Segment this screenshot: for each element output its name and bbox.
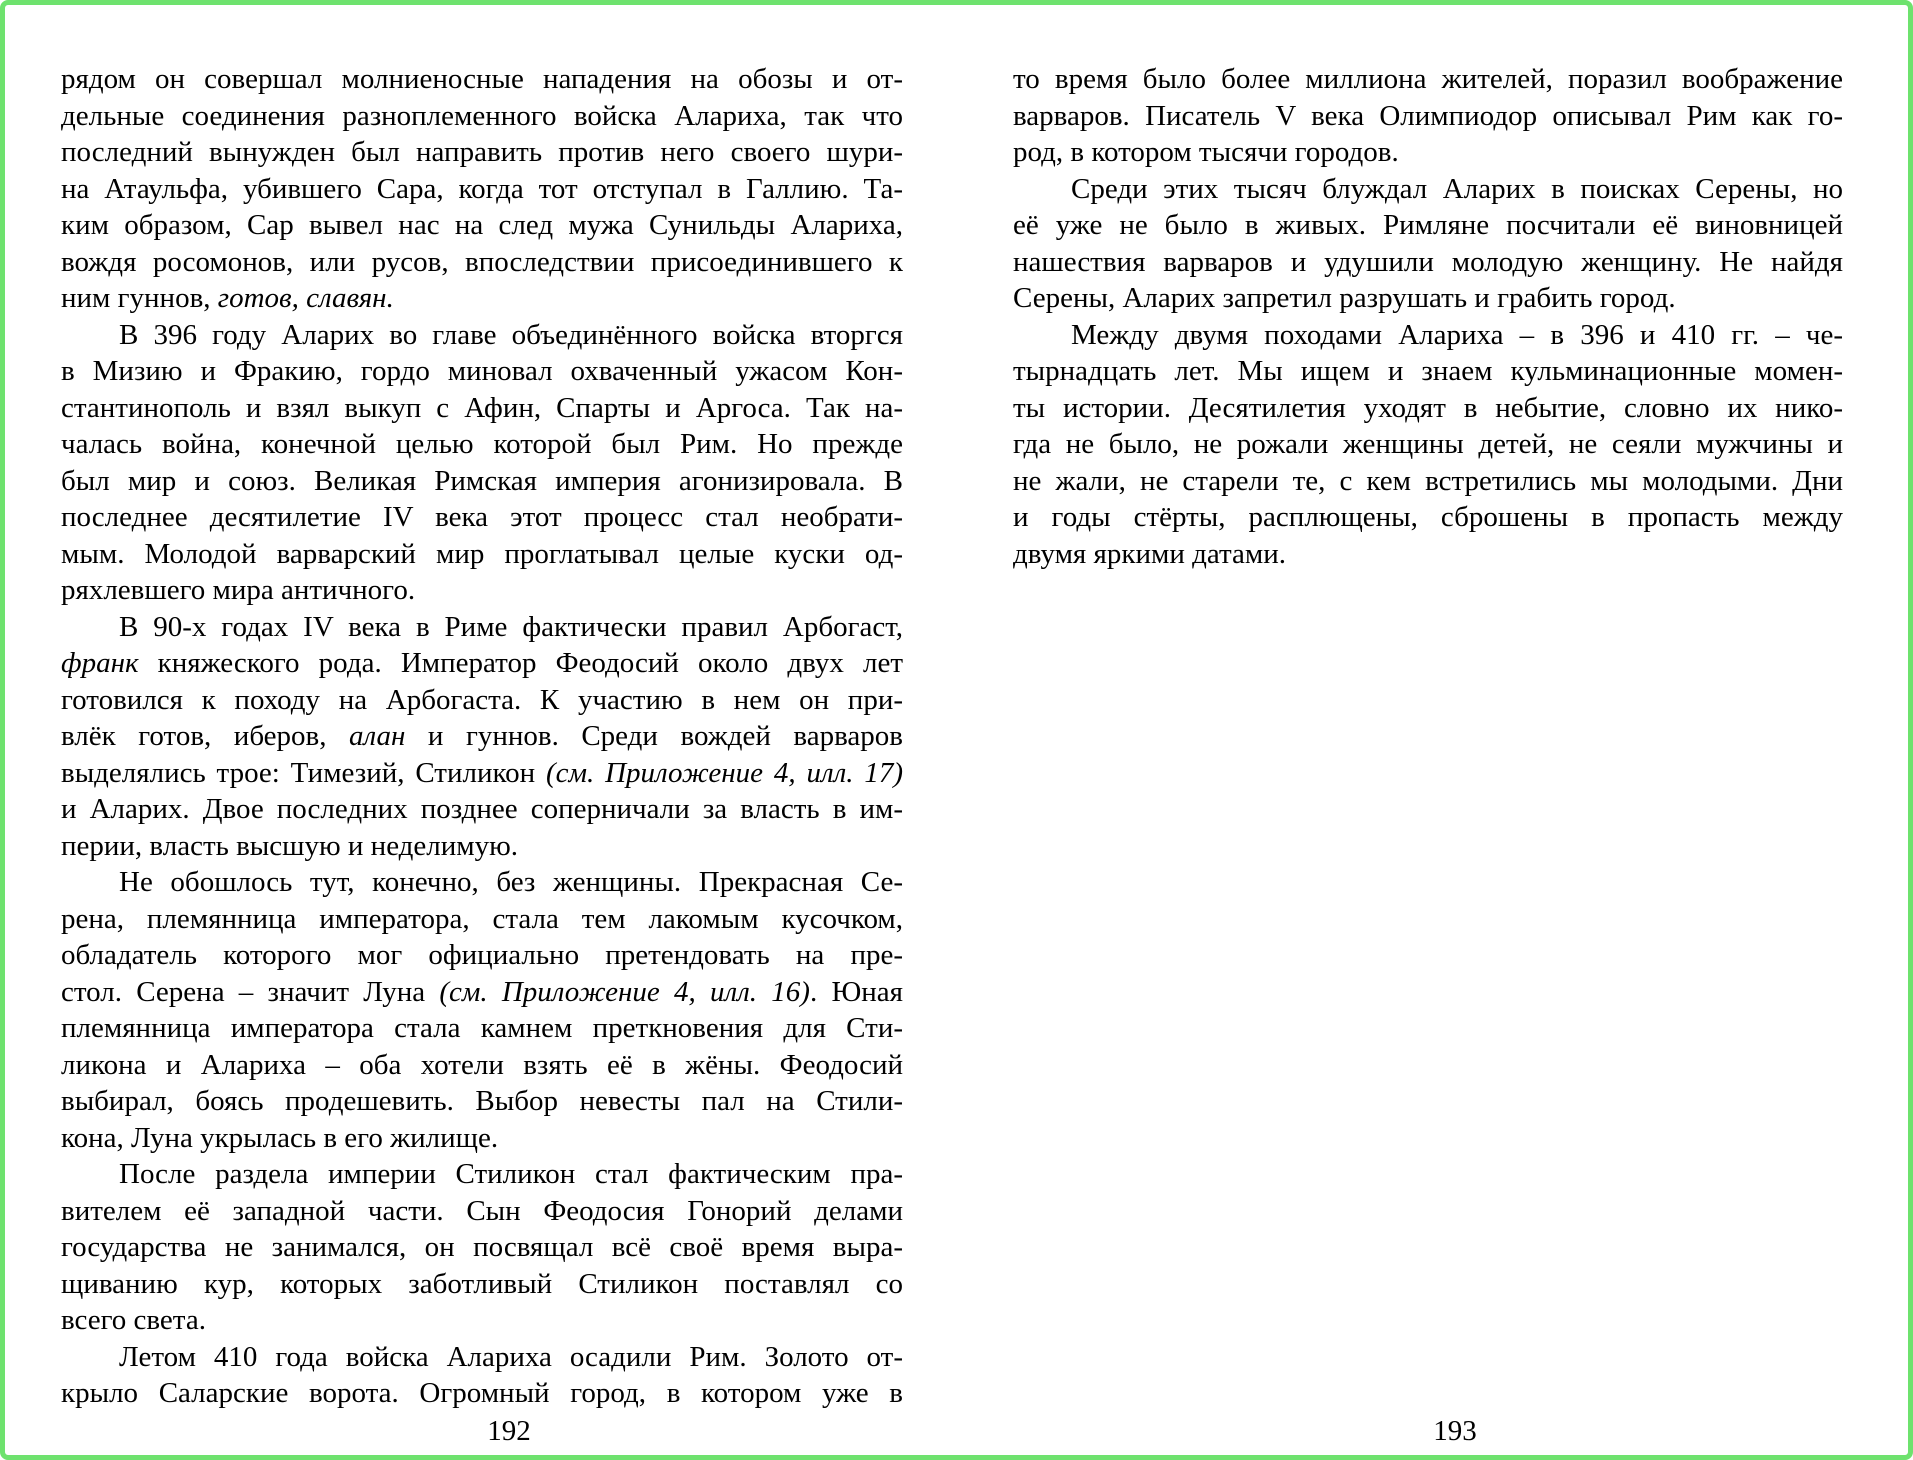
text-block-left-page bbox=[61, 61, 903, 1412]
text-line bbox=[1013, 134, 1843, 171]
text-line bbox=[61, 207, 903, 244]
italic-text-segment: франк bbox=[61, 647, 139, 679]
text-line bbox=[61, 828, 903, 865]
text-segment: Между двумя походами Алариха – в 396 и 410 гг. – че- bbox=[1071, 318, 1843, 351]
text-line bbox=[61, 536, 903, 573]
text-block-right-page bbox=[1013, 61, 1843, 572]
text-segment: мым. Молодой варварский мир проглатывал целые куски од- bbox=[61, 537, 903, 570]
text-line bbox=[1013, 536, 1843, 573]
text-segment: не жали, не старели те, с кем встретились мы молодыми. Дни bbox=[1013, 464, 1843, 497]
text-line bbox=[61, 1193, 903, 1230]
text-segment: обладатель которого мог официально претендовать на пре- bbox=[61, 939, 903, 971]
text-segment: После раздела империи Стиликон стал фактическим пра- bbox=[119, 1158, 903, 1190]
text-segment: тырнадцать лет. Мы ищем и знаем кульминационные момен- bbox=[1013, 355, 1843, 387]
text-line bbox=[61, 937, 903, 974]
text-segment: вождя росомонов, или русов, впоследствии присоединившего к bbox=[61, 245, 903, 278]
text-line bbox=[61, 901, 903, 938]
text-segment: был мир и союз. Великая Римская империя агонизировала. В bbox=[61, 464, 903, 497]
text-line bbox=[61, 1302, 903, 1339]
text-segment: В 396 году Аларих во главе объединённого войска вторгся bbox=[119, 318, 903, 351]
text-segment: то время было более миллиона жителей, поразил воображение bbox=[1013, 63, 1843, 95]
text-line bbox=[61, 864, 903, 901]
text-line bbox=[61, 1010, 903, 1047]
text-segment: щиванию кур, которых заботливый Стиликон поставлял со bbox=[61, 1267, 903, 1300]
text-line bbox=[1013, 426, 1843, 463]
text-line bbox=[61, 171, 903, 208]
text-line bbox=[61, 280, 903, 317]
text-line bbox=[61, 353, 903, 390]
text-line bbox=[1013, 61, 1843, 98]
text-line bbox=[61, 572, 903, 609]
text-line bbox=[61, 1375, 903, 1412]
text-line bbox=[1013, 390, 1843, 427]
text-segment: влёк готов, иберов, bbox=[61, 720, 350, 752]
italic-text-segment: (см. Приложение 4, илл. 17) bbox=[545, 756, 903, 789]
text-segment: последнее десятилетие IV века этот процесс стал необрати- bbox=[61, 501, 903, 533]
text-line bbox=[61, 1266, 903, 1303]
text-line bbox=[1013, 463, 1843, 500]
text-segment: Среди этих тысяч блуждал Аларих в поисках Серены, но bbox=[1071, 172, 1843, 205]
text-segment: последний вынужден был направить против него своего шури- bbox=[61, 136, 903, 168]
text-segment: Не обошлось тут, конечно, без женщины. Прекрасная Се- bbox=[119, 866, 903, 898]
text-segment: . Юная bbox=[809, 975, 903, 1008]
text-segment: и Аларих. Двое последних позднее соперничали за власть в им- bbox=[61, 793, 903, 825]
text-line bbox=[61, 1156, 903, 1193]
text-line bbox=[1013, 499, 1843, 536]
text-line bbox=[61, 1229, 903, 1266]
text-line bbox=[61, 61, 903, 98]
text-segment: рена, племянница императора, стала тем лакомым кусочком, bbox=[61, 902, 903, 935]
text-segment: рядом он совершал молниеносные нападения на обозы и от- bbox=[61, 63, 903, 95]
text-segment: вителем её западной части. Сын Феодосия Гонорий делами bbox=[61, 1194, 903, 1227]
text-segment: кона, Луна укрылась в его жилище. bbox=[61, 1121, 499, 1154]
italic-text-segment: (см. Приложение 4, илл. 16) bbox=[439, 975, 810, 1008]
text-line bbox=[61, 609, 903, 646]
italic-text-segment: алан bbox=[349, 720, 406, 752]
text-line bbox=[61, 682, 903, 719]
text-segment: перии, власть высшую и неделимую. bbox=[61, 829, 519, 862]
text-line bbox=[61, 1083, 903, 1120]
text-segment: княжеского рода. Император Феодосий около двух лет bbox=[138, 647, 903, 679]
text-line bbox=[61, 134, 903, 171]
text-line bbox=[61, 426, 903, 463]
text-segment: дельные соединения разноплеменного войска Алариха, так что bbox=[61, 99, 903, 132]
text-line bbox=[61, 974, 903, 1011]
text-segment: племянница императора стала камнем преткновения для Сти- bbox=[61, 1012, 903, 1044]
text-segment: стантинополь и взял выкуп с Афин, Спарты и Аргоса. Так на- bbox=[61, 391, 903, 424]
page-number-right: 193 bbox=[1433, 1415, 1477, 1447]
text-segment: гда не было, не рожали женщины детей, не сеяли мужчины и bbox=[1013, 428, 1843, 460]
page-number-left: 192 bbox=[487, 1415, 531, 1447]
text-segment: ним гуннов, bbox=[61, 282, 218, 314]
text-segment: в Мизию и Фракию, гордо миновал охваченный ужасом Кон- bbox=[61, 355, 903, 387]
text-segment: и гуннов. Среди вождей варваров bbox=[405, 720, 903, 752]
text-segment: ряхлевшего мира античного. bbox=[61, 574, 416, 606]
text-segment: ликона и Алариха – оба хотели взять её в жёны. Феодосий bbox=[61, 1048, 903, 1081]
text-line bbox=[1013, 317, 1843, 354]
text-segment: выбирал, боясь продешевить. Выбор невесты пал на Стили- bbox=[61, 1085, 903, 1117]
text-segment: стол. Серена – значит Луна bbox=[61, 975, 440, 1008]
italic-text-segment: готов, славян. bbox=[217, 282, 394, 314]
text-line bbox=[61, 718, 903, 755]
text-segment: готовился к походу на Арбогаста. К участию в нем он при- bbox=[61, 683, 903, 716]
text-segment: варваров. Писатель V века Олимпиодор описывал Рим как го- bbox=[1013, 99, 1843, 132]
text-line bbox=[1013, 207, 1843, 244]
text-line bbox=[1013, 353, 1843, 390]
text-line bbox=[61, 317, 903, 354]
text-segment: В 90-х годах IV века в Риме фактически правил Арбогаст, bbox=[119, 610, 903, 643]
text-line bbox=[61, 244, 903, 281]
text-segment: всего света. bbox=[61, 1304, 206, 1336]
text-segment: род, в котором тысячи городов. bbox=[1013, 136, 1399, 168]
text-segment: и годы стёрты, расплющены, сброшены в пропасть между bbox=[1013, 501, 1843, 533]
text-segment: государства не занимался, он посвящал всё своё время выра- bbox=[61, 1231, 903, 1263]
text-segment: выделялись трое: Тимезий, Стиликон bbox=[61, 756, 546, 789]
text-segment: Серены, Аларих запретил разрушать и грабить город. bbox=[1013, 282, 1676, 314]
text-segment: ты истории. Десятилетия уходят в небытие, словно их нико- bbox=[1013, 391, 1843, 424]
text-segment: её уже не было в живых. Римляне посчитали её виновницей bbox=[1013, 209, 1843, 241]
text-segment: ким образом, Сар вывел нас на след мужа Сунильды Алариха, bbox=[61, 209, 903, 241]
text-line bbox=[61, 390, 903, 427]
text-line bbox=[61, 755, 903, 792]
text-segment: чалась война, конечной целью которой был Рим. Но прежде bbox=[61, 428, 903, 460]
text-line bbox=[61, 1120, 903, 1157]
text-line bbox=[61, 463, 903, 500]
text-segment: Летом 410 года войска Алариха осадили Рим. Золото от- bbox=[119, 1340, 903, 1373]
text-segment: на Атаульфа, убившего Сара, когда тот отступал в Галлию. Та- bbox=[61, 172, 903, 205]
text-line bbox=[1013, 171, 1843, 208]
text-line bbox=[61, 1047, 903, 1084]
text-segment: нашествия варваров и удушили молодую женщину. Не найдя bbox=[1013, 245, 1843, 278]
text-segment: крыло Саларские ворота. Огромный город, в котором уже в bbox=[61, 1377, 903, 1409]
text-line bbox=[1013, 244, 1843, 281]
text-line bbox=[61, 645, 903, 682]
text-line bbox=[61, 1339, 903, 1376]
text-line bbox=[1013, 98, 1843, 135]
text-line bbox=[61, 499, 903, 536]
text-segment: двумя яркими датами. bbox=[1013, 537, 1286, 570]
text-line bbox=[1013, 280, 1843, 317]
text-line bbox=[61, 98, 903, 135]
text-line bbox=[61, 791, 903, 828]
